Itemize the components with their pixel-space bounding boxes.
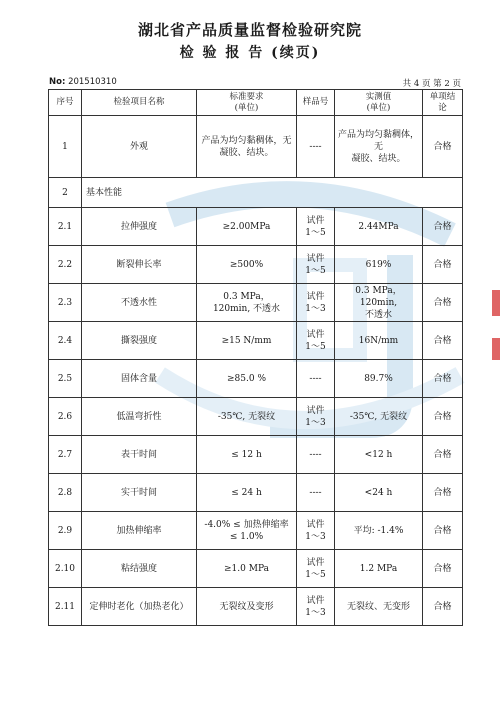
cell-item: 固体含量 — [82, 360, 197, 398]
header-measured: 实测值 (单位) — [335, 90, 423, 116]
table-row — [49, 116, 463, 178]
cell-item: 实干时间 — [82, 474, 197, 512]
cell-measured: 1.2 MPa — [335, 550, 423, 588]
section-seq: 2 — [49, 178, 82, 208]
cell-seq: 2.9 — [49, 512, 82, 550]
cell-seq: 2.6 — [49, 398, 82, 436]
cell-sample: ---- — [297, 116, 335, 178]
cell-standard: ≥2.00MPa — [197, 208, 297, 246]
table-row — [49, 588, 463, 626]
table-row — [49, 550, 463, 588]
cell-sample: ---- — [297, 474, 335, 512]
section-title: 基本性能 — [82, 178, 463, 208]
cell-seq: 1 — [49, 116, 82, 178]
cell-item: 低温弯折性 — [82, 398, 197, 436]
cell-verdict: 合格 — [423, 474, 463, 512]
table-row — [49, 398, 463, 436]
table-row — [49, 322, 463, 360]
cell-measured: 产品为均匀黏稠体，无 凝胶、结块。 — [335, 116, 423, 178]
cell-standard: 产品为均匀黏稠体，无 凝胶、结块。 — [197, 116, 297, 178]
table-row — [49, 360, 463, 398]
cell-standard: ≤ 24 h — [197, 474, 297, 512]
table-row — [49, 474, 463, 512]
cell-verdict: 合格 — [423, 588, 463, 626]
cell-sample: 试件 1～5 — [297, 208, 335, 246]
cell-seq: 2.8 — [49, 474, 82, 512]
report-number-label: No: — [49, 77, 66, 87]
cell-item: 拉伸强度 — [82, 208, 197, 246]
cell-sample: ---- — [297, 436, 335, 474]
cell-verdict: 合格 — [423, 550, 463, 588]
cell-verdict: 合格 — [423, 360, 463, 398]
cell-standard: -35℃, 无裂纹 — [197, 398, 297, 436]
cell-standard: ≥500% — [197, 246, 297, 284]
cell-standard: ≥85.0 % — [197, 360, 297, 398]
results-table — [48, 89, 463, 626]
table-row — [49, 284, 463, 322]
cell-standard: 无裂纹及变形 — [197, 588, 297, 626]
cell-standard: ≥1.0 MPa — [197, 550, 297, 588]
cell-seq: 2.4 — [49, 322, 82, 360]
page-count: 共 4 页 第 2 页 — [402, 79, 461, 89]
cell-measured: 2.44MPa — [335, 208, 423, 246]
table-header-row — [49, 90, 463, 116]
cell-measured: 619% — [335, 246, 423, 284]
cell-seq: 2.3 — [49, 284, 82, 322]
cell-sample: 试件 1～5 — [297, 550, 335, 588]
cell-sample: ---- — [297, 360, 335, 398]
header-standard: 标准要求 (单位) — [197, 90, 297, 116]
cell-measured: <12 h — [335, 436, 423, 474]
cell-standard: -4.0% ≤ 加热伸缩率 ≤ 1.0% — [197, 512, 297, 550]
cell-seq: 2.5 — [49, 360, 82, 398]
institute-title: 湖北省产品质量监督检验研究院 — [137, 21, 362, 39]
cell-sample: 试件 1～3 — [297, 398, 335, 436]
cell-standard: 0.3 MPa， 120min, 不透水 — [197, 284, 297, 322]
cell-sample: 试件 1～3 — [297, 512, 335, 550]
cell-verdict: 合格 — [423, 116, 463, 178]
cell-item: 表干时间 — [82, 436, 197, 474]
cell-standard: ≥15 N/mm — [197, 322, 297, 360]
cell-verdict: 合格 — [423, 512, 463, 550]
cell-verdict: 合格 — [423, 436, 463, 474]
cell-measured: 16N/mm — [335, 322, 423, 360]
cell-verdict: 合格 — [423, 398, 463, 436]
cell-measured: 无裂纹、无变形 — [335, 588, 423, 626]
cell-seq: 2.1 — [49, 208, 82, 246]
cell-item: 撕裂强度 — [82, 322, 197, 360]
table-row — [49, 436, 463, 474]
cell-standard: ≤ 12 h — [197, 436, 297, 474]
report-number — [49, 77, 117, 87]
cell-measured: 89.7% — [335, 360, 423, 398]
cell-seq: 2.11 — [49, 588, 82, 626]
table-row — [49, 512, 463, 550]
cell-verdict: 合格 — [423, 284, 463, 322]
cell-verdict: 合格 — [423, 208, 463, 246]
cell-measured: 平均: -1.4% — [335, 512, 423, 550]
header-verdict: 单项结 论 — [423, 90, 463, 116]
cell-sample: 试件 1～3 — [297, 588, 335, 626]
cell-sample: 试件 1～3 — [297, 284, 335, 322]
header-item: 检验项目名称 — [82, 90, 197, 116]
cell-seq: 2.2 — [49, 246, 82, 284]
cell-item: 粘结强度 — [82, 550, 197, 588]
cell-item: 断裂伸长率 — [82, 246, 197, 284]
report-subtitle: 检 验 报 告 (续页) — [179, 45, 321, 61]
report-number-value: 201510310 — [68, 77, 117, 87]
cell-measured: -35℃, 无裂纹 — [335, 398, 423, 436]
cell-item: 外观 — [82, 116, 197, 178]
header-seq: 序号 — [49, 90, 82, 116]
table-row — [49, 246, 463, 284]
cell-verdict: 合格 — [423, 246, 463, 284]
header-sample: 样品号 — [297, 90, 335, 116]
cell-item: 加热伸缩率 — [82, 512, 197, 550]
cell-sample: 试件 1～5 — [297, 246, 335, 284]
section-row — [49, 178, 463, 208]
cell-item: 定伸时老化（加热老化） — [82, 588, 197, 626]
cell-measured: 0.3 MPa，120min, 不透水 — [335, 284, 423, 322]
edge-stamp-fragment — [490, 280, 500, 380]
cell-seq: 2.10 — [49, 550, 82, 588]
cell-seq: 2.7 — [49, 436, 82, 474]
cell-sample: 试件 1～5 — [297, 322, 335, 360]
cell-verdict: 合格 — [423, 322, 463, 360]
table-row — [49, 208, 463, 246]
cell-measured: <24 h — [335, 474, 423, 512]
cell-item: 不透水性 — [82, 284, 197, 322]
